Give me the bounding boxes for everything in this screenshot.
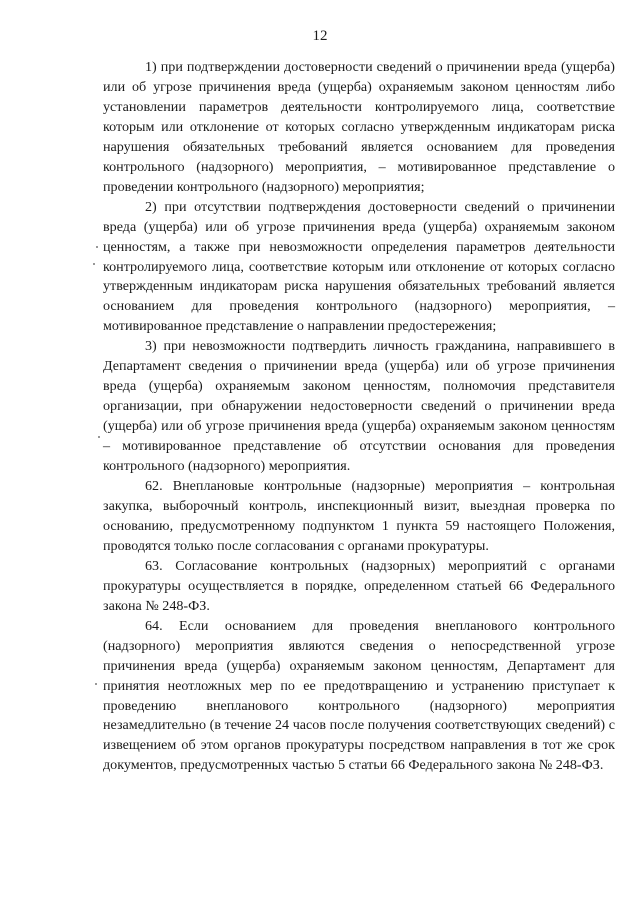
page-number: 12 [312, 28, 328, 44]
paragraph-subitem-1: 1) при подтверждении достоверности сведений о причинении вреда (ущерба) или об угрозе причинения вреда (ущерба) охраняемым законом ценностям либо установлении параметров деятельности контролируемого лица, соответствие которым или отклонение от которых согласно утвержденным индикаторам риска нарушения обязательных требований является основанием для проведения контрольного (надзорного) мероприятия, – мотивированное представление о проведении контрольного (надзорного) мероприятия; [103, 59, 615, 195]
scan-speck [96, 246, 98, 248]
paragraph-subitem-2: 2) при отсутствии подтверждения достоверности сведений о причинении вреда (ущерба) или об угрозе причинения вреда (ущерба) охраняемым законом ценностям, а также при невозможности определения параметров деятельности контролируемого лица, соответствие которым или отклонение от которых согласно утвержденным индикаторам риска нарушения обязательных требований является основанием для проведения контрольного (надзорного) мероприятия, – мотивированное представление о направлении предостережения; [103, 198, 615, 335]
scan-speck [93, 263, 95, 265]
paragraph-64: 64. Если основанием для проведения внепланового контрольного (надзорного) мероприятия являются сведения о непосредственной угрозе причинения вреда (ущерба) охраняемым законом ценностям, Департамент для принятия неотложных мер по ее предотвращению и устранению приступает к проведению внепланового контрольного (надзорного) мероприятия незамедлительно (в течение 24 часов после получения соответствующих сведений) с извещением об этом органов прокуратуры посредством направления в тот же срок документов, предусмотренных частью 5 статьи 66 Федерального закона № 248-ФЗ. [103, 617, 615, 774]
paragraph-subitem-3: 3) при невозможности подтвердить личность гражданина, направившего в Департамент сведения о причинении вреда (ущерба) или об угрозе причинения вреда (ущерба) охраняемым законом ценностям, полномочия представителя организации, при обнаружении недостоверности сведений о причинении вреда (ущерба) или об угрозе причинения вреда (ущерба) охраняемым законом ценностям – мотивированное представление об отсутствии основания для проведения контрольного (надзорного) мероприятия. [103, 338, 615, 475]
scan-speck [95, 683, 97, 685]
paragraph-63: 63. Согласование контрольных (надзорных) мероприятий с органами прокуратуры осуществляется в порядке, определенном статьей 66 Федерального закона № 248-ФЗ. [103, 557, 615, 614]
document-body [103, 58, 615, 776]
paragraph-62: 62. Внеплановые контрольные (надзорные) мероприятия – контрольная закупка, выборочный контроль, инспекционный визит, выездная проверка по основанию, предусмотренному подпунктом 1 пункта 59 настоящего Положения, проводятся только после согласования с органами прокуратуры. [103, 478, 615, 554]
scan-speck [98, 436, 100, 438]
